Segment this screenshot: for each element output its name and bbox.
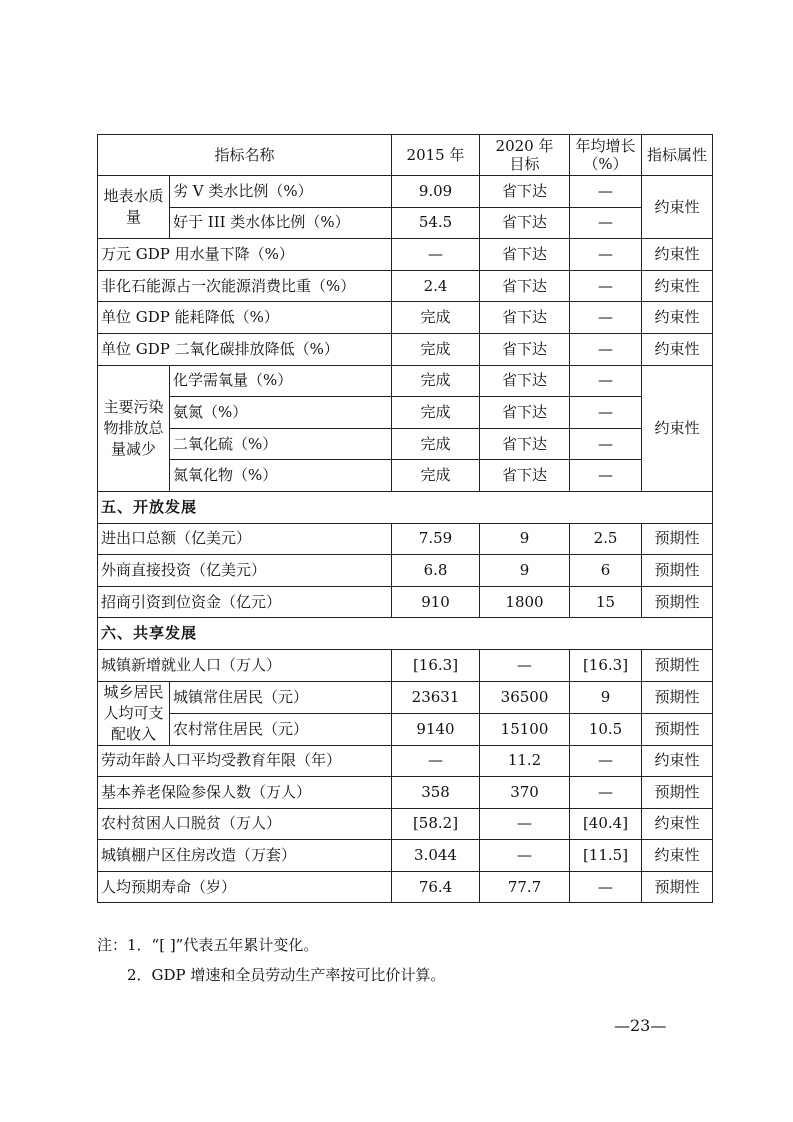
row-label: 单位 GDP 二氧化碳排放降低（%） [98,333,392,365]
cell-target: 省下达 [480,207,570,239]
row-label: 氮氧化物（%） [170,460,392,492]
cell-growth: — [570,365,642,397]
row-label: 外商直接投资（亿美元） [98,555,392,587]
section-row [98,491,713,523]
cell-2015: 7.59 [392,523,480,555]
cell-attribute: 预期性 [642,713,713,745]
row-label: 万元 GDP 用水量下降（%） [98,239,392,271]
row-label: 氨氮（%） [170,397,392,429]
cell-target: 1800 [480,586,570,618]
cell-2015: 6.8 [392,555,480,587]
table-row [98,681,713,713]
cell-growth: — [570,428,642,460]
cell-target: 省下达 [480,460,570,492]
row-label: 好于 III 类水体比例（%） [170,207,392,239]
cell-2015: 23631 [392,681,480,713]
cell-attribute: 约束性 [642,840,713,872]
cell-growth: [11.5] [570,840,642,872]
cell-growth: [40.4] [570,808,642,840]
cell-growth: — [570,302,642,334]
table-row [98,333,713,365]
cell-attribute: 预期性 [642,649,713,681]
table-row [98,745,713,777]
note-2: 2．GDP 增速和全员劳动生产率按可比价计算。 [127,966,446,984]
cell-2015: 9.09 [392,176,480,208]
row-label: 农村常住居民（元） [170,713,392,745]
cell-2015: — [392,239,480,271]
cell-attribute: 预期性 [642,555,713,587]
table-row [98,428,713,460]
row-label: 城镇新增就业人口（万人） [98,649,392,681]
cell-growth: [16.3] [570,649,642,681]
table-row [98,713,713,745]
cell-growth: 6 [570,555,642,587]
cell-attribute: 预期性 [642,777,713,809]
cell-attribute: 预期性 [642,523,713,555]
cell-2015: 358 [392,777,480,809]
cell-attribute: 约束性 [642,270,713,302]
cell-2015: 完成 [392,333,480,365]
table-row [98,365,713,397]
table-row [98,586,713,618]
row-label: 非化石能源占一次能源消费比重（%） [98,270,392,302]
cell-target: 省下达 [480,302,570,334]
cell-attribute: 约束性 [642,365,713,491]
cell-attribute: 预期性 [642,681,713,713]
cell-target: 370 [480,777,570,809]
section-row [98,618,713,650]
cell-target: 省下达 [480,428,570,460]
section-heading: 六、共享发展 [98,618,713,650]
cell-attribute: 约束性 [642,176,713,239]
row-label: 人均预期寿命（岁） [98,871,392,903]
cell-2015: — [392,745,480,777]
table-row [98,207,713,239]
cell-target: 77.7 [480,871,570,903]
table-row [98,649,713,681]
table-row [98,176,713,208]
cell-growth: 15 [570,586,642,618]
row-label: 进出口总额（亿美元） [98,523,392,555]
row-label: 劣 V 类水比例（%） [170,176,392,208]
cell-growth: 2.5 [570,523,642,555]
cell-growth: — [570,207,642,239]
cell-target: — [480,649,570,681]
cell-growth: — [570,270,642,302]
header-indicator-name: 指标名称 [98,135,392,176]
table-row [98,523,713,555]
section-heading: 五、开放发展 [98,491,713,523]
table-row [98,808,713,840]
cell-2015: 完成 [392,397,480,429]
table-row [98,397,713,429]
table-row [98,871,713,903]
cell-target: 省下达 [480,239,570,271]
cell-attribute: 预期性 [642,871,713,903]
cell-attribute: 约束性 [642,333,713,365]
cell-growth: — [570,777,642,809]
table-row [98,555,713,587]
cell-2015: 54.5 [392,207,480,239]
header-2020-target [480,135,570,176]
cell-target: 15100 [480,713,570,745]
row-label: 城镇棚户区住房改造（万套） [98,840,392,872]
cell-2015: 完成 [392,460,480,492]
cell-growth: — [570,460,642,492]
cell-growth: — [570,745,642,777]
table-row [98,302,713,334]
cell-2015: 3.044 [392,840,480,872]
cell-growth: 10.5 [570,713,642,745]
cell-target: 9 [480,523,570,555]
cell-target: 省下达 [480,397,570,429]
table-row [98,840,713,872]
cell-target: — [480,808,570,840]
cell-2015: 2.4 [392,270,480,302]
note-1: 注：1．“[ ]”代表五年累计变化。 [97,936,319,954]
table-row [98,239,713,271]
table-header-row [98,135,713,176]
cell-target: 省下达 [480,365,570,397]
group-income: 城乡居民人均可支配收入 [98,681,170,745]
row-label: 单位 GDP 能耗降低（%） [98,302,392,334]
cell-attribute: 约束性 [642,808,713,840]
row-label: 基本养老保险参保人数（万人） [98,777,392,809]
cell-growth: — [570,397,642,429]
cell-growth: — [570,239,642,271]
cell-target: 省下达 [480,176,570,208]
header-annual-growth [570,135,642,176]
cell-target: 11.2 [480,745,570,777]
cell-target: 省下达 [480,270,570,302]
cell-target: — [480,840,570,872]
row-label: 招商引资到位资金（亿元） [98,586,392,618]
table-row [98,777,713,809]
cell-target: 9 [480,555,570,587]
header-2015: 2015 年 [392,135,480,176]
group-surface-water: 地表水质量 [98,176,170,239]
row-label: 劳动年龄人口平均受教育年限（年） [98,745,392,777]
cell-2015: [16.3] [392,649,480,681]
cell-2015: [58.2] [392,808,480,840]
indicator-table [97,134,713,903]
table-row [98,270,713,302]
table-notes [97,930,445,990]
cell-2015: 910 [392,586,480,618]
row-label: 城镇常住居民（元） [170,681,392,713]
cell-attribute: 预期性 [642,586,713,618]
header-attribute: 指标属性 [642,135,713,176]
row-label: 农村贫困人口脱贫（万人） [98,808,392,840]
cell-target: 省下达 [480,333,570,365]
cell-2015: 9140 [392,713,480,745]
row-label: 二氧化硫（%） [170,428,392,460]
cell-growth: — [570,176,642,208]
cell-2015: 完成 [392,302,480,334]
cell-growth: — [570,871,642,903]
cell-growth: — [570,333,642,365]
cell-2015: 76.4 [392,871,480,903]
cell-attribute: 约束性 [642,302,713,334]
cell-target: 36500 [480,681,570,713]
header-2020-target-text: 2020 年 目标 [495,137,554,173]
cell-attribute: 约束性 [642,239,713,271]
header-annual-growth-text: 年均增长 （%） [575,137,636,173]
cell-2015: 完成 [392,428,480,460]
row-label: 化学需氧量（%） [170,365,392,397]
page-number: —23— [614,1016,667,1035]
cell-growth: 9 [570,681,642,713]
cell-2015: 完成 [392,365,480,397]
cell-attribute: 约束性 [642,745,713,777]
table-row [98,460,713,492]
group-pollutants: 主要污染物排放总量减少 [98,365,170,491]
